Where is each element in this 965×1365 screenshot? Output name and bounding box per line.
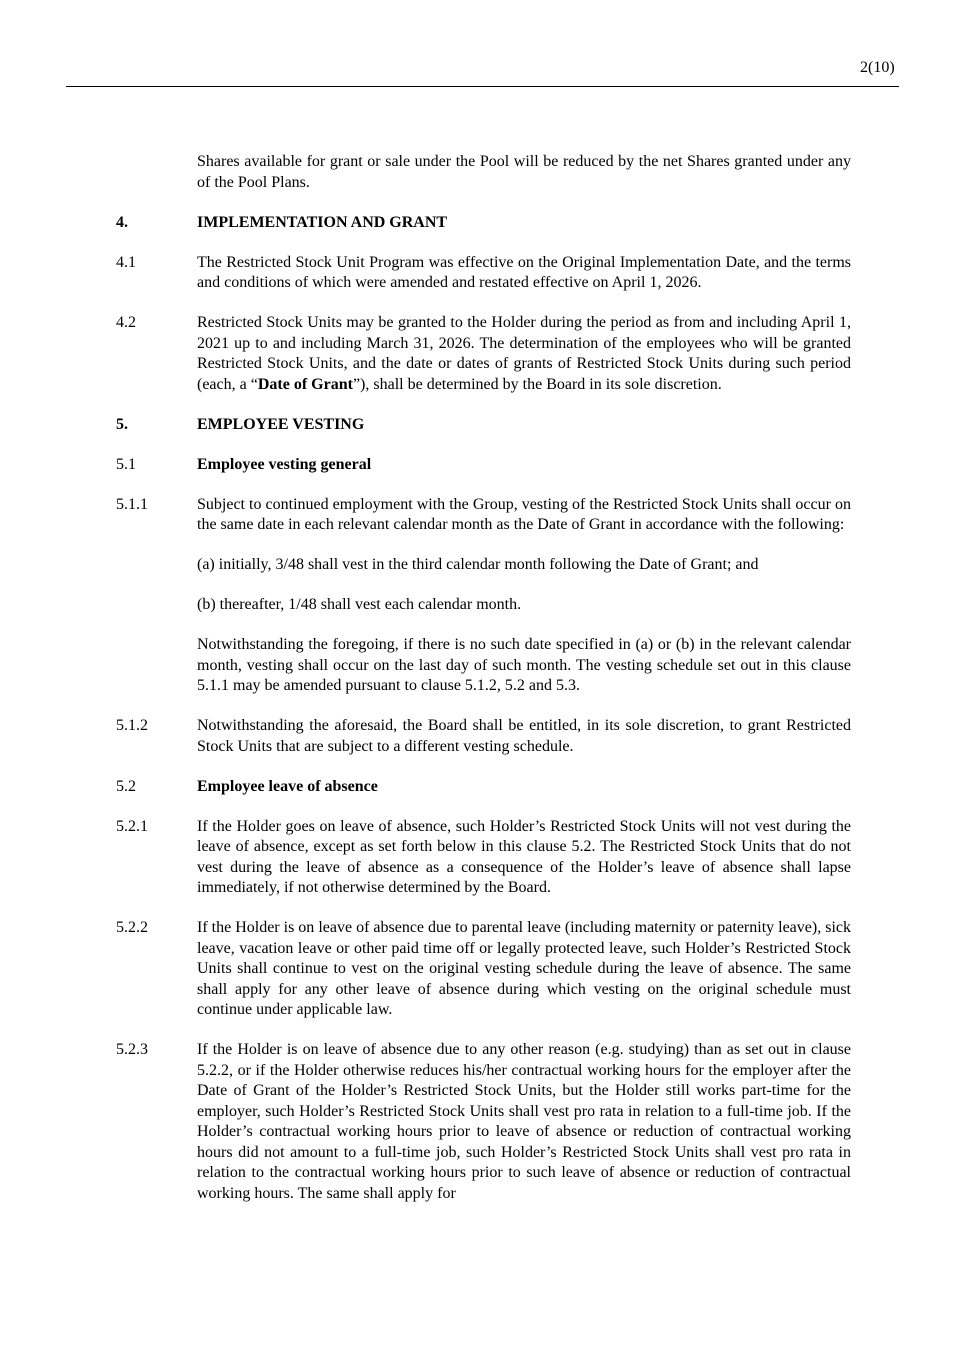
document-body [116,152,851,1224]
clause-5-1-1-item-a: (a) initially, 3/48 shall vest in the third calendar month following the Date of Grant; and [197,556,759,573]
subsection-5-1-heading [116,455,851,476]
section-4-heading [116,213,851,234]
clause-text: If the Holder is on leave of absence due to parental leave (including maternity or paternity leave), sick leave, vacation leave or other paid time off or legally protected leave, such Holder’s Restricted Stock Units shall continue to vest on the original vesting schedule during the leave of absence. The same shall apply for any other leave of absence during which vesting on the original schedule must continue under applicable law. [197,919,851,1018]
clause-text: Restricted Stock Units may be granted to the Holder during the period as from and including April 1, 2021 up to and including March 31, 2026. The determination of the employees who will be granted Restricted Stock Units, and the date or dates of grants of Restricted Stock Units during such period (each, a “ [197,314,851,393]
clause-number: 5.2.2 [116,919,148,936]
subsection-5-2-heading [116,777,851,798]
clause-5-2-3 [116,1040,851,1204]
section-number: 5. [116,415,128,433]
clause-number: 4.1 [116,253,136,271]
clause-5-2-2 [116,918,851,1021]
subsection-number: 5.1 [116,455,136,473]
clause-5-1-1-item-b: (b) thereafter, 1/48 shall vest each calendar month. [197,596,522,613]
clause-number: 4.2 [116,314,136,331]
clause-5-1-2 [116,716,851,757]
section-title: EMPLOYEE VESTING [197,415,365,433]
clause-5-1-1 [116,495,851,536]
clause-4-1 [116,253,851,294]
header-rule [66,86,899,87]
section-title: IMPLEMENTATION AND GRANT [197,213,448,231]
clause-number: 5.1.2 [116,717,148,734]
clause-5-1-1-note: Notwithstanding the foregoing, if there is no such date specified in (a) or (b) in the relevant calendar month, vesting shall occur on the last day of such month. The vesting schedule set out in this clause 5.1.1 may be amended pursuant to clause 5.1.2, 5.2 and 5.3. [197,636,851,694]
clause-text: If the Holder is on leave of absence due to any other reason (e.g. studying) than as set out in clause 5.2.2, or if the Holder otherwise reduces his/her contractual working hours for the employer after the Date of Grant of the Holder’s Restricted Stock Units, but the Holder still works part-time for the employer, such Holder’s Restricted Stock Units shall vest pro rata in relation to a full-time job. If the Holder’s contractual working hours prior to leave of absence or reduction of contractual working hours did not amount to a full-time job, such Holder’s Restricted Stock Units shall vest pro rata in relation to the contractual working hours prior to such leave of absence or reduction of contractual working hours. The same shall apply for [197,1041,851,1202]
clause-4-2 [116,313,851,395]
subsection-title: Employee vesting general [197,455,372,473]
intro-paragraph: Shares available for grant or sale under the Pool will be reduced by the net Shares granted under any of the Pool Plans. [197,153,851,191]
clause-text: Subject to continued employment with the Group, vesting of the Restricted Stock Units shall occur on the same date in each relevant calendar month as the Date of Grant in accordance with the following: [197,495,851,533]
clause-number: 5.2.3 [116,1041,148,1058]
clause-text: The Restricted Stock Unit Program was effective on the Original Implementation Date, and the terms and conditions of which were amended and restated effective on April 1, 2026. [197,253,851,291]
subsection-number: 5.2 [116,777,136,795]
clause-number: 5.2.1 [116,817,148,835]
clause-text: Notwithstanding the aforesaid, the Board shall be entitled, in its sole discretion, to grant Restricted Stock Units that are subject to a different vesting schedule. [197,717,851,755]
clause-5-2-1 [116,817,851,899]
page-number: 2(10) [860,59,895,76]
clause-number: 5.1.1 [116,495,148,513]
section-number: 4. [116,213,128,231]
clause-text: If the Holder goes on leave of absence, such Holder’s Restricted Stock Units will not vest during the leave of absence, except as set forth below in this clause 5.2. The Restricted Stock Units that do not vest during the leave of absence as a consequence of the Holder’s leave of absence shall lapse immediately, if not otherwise determined by the Board. [197,817,851,896]
section-5-heading [116,415,851,436]
subsection-title: Employee leave of absence [197,777,378,795]
clause-text-continued: ”), shall be determined by the Board in its sole discretion. [352,375,722,393]
defined-term: Date of Grant [257,375,353,393]
